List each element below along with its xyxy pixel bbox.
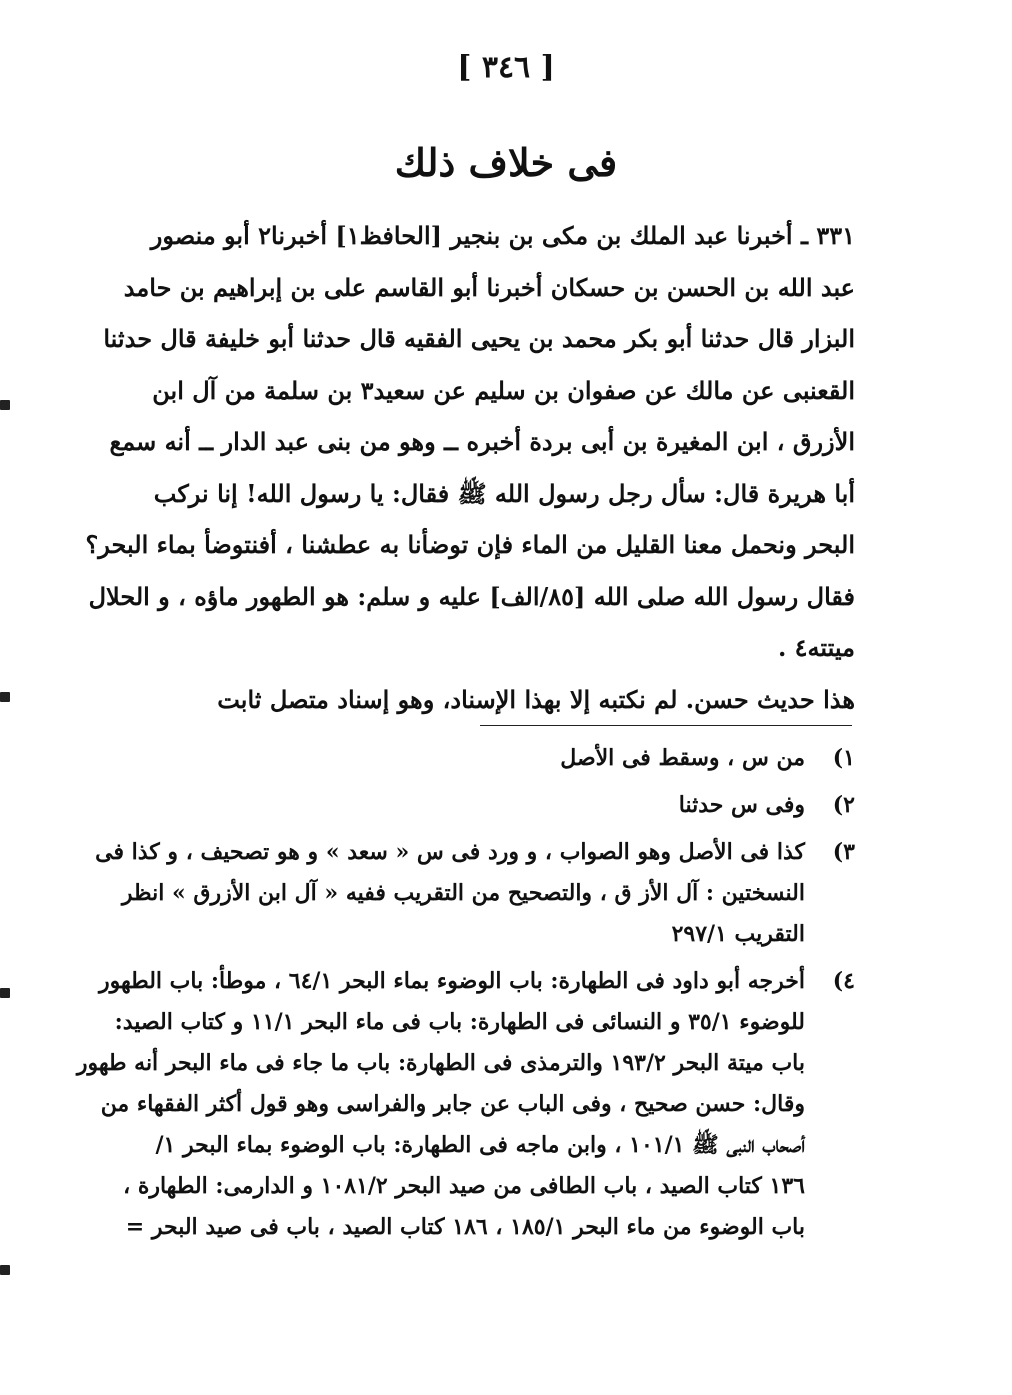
footnote-2 [120, 785, 855, 826]
footnote-line: وفى س حدثنا [678, 792, 805, 818]
footnote-line: للوضوء ٣٥/١ و النسائى فى الطهارة: باب فى ماء البحر ١١/١ و كتاب الصيد: [114, 1009, 805, 1035]
footnote-number: ٢) [832, 792, 855, 818]
footnote-3 [95, 832, 855, 955]
footnote-line: باب الوضوء من ماء البحر ١٨٥/١ ، ١٨٦ كتاب الصيد ، باب فى صيد البحر = [125, 1214, 805, 1240]
hadith-text [85, 210, 855, 725]
hadith-line: البزار قال حدثنا أبو بكر محمد بن يحيى الفقيه قال حدثنا أبو خليفة قال حدثنا [103, 324, 855, 353]
hadith-line: القعنبى عن مالك عن صفوان بن سليم عن سعيد٣ بن سلمة من آل ابن [152, 375, 855, 405]
footnote-line: باب ميتة البحر ١٩٣/٢ والترمذى فى الطهارة: باب ما جاء فى ماء البحر أنه طهور [76, 1050, 805, 1076]
footnotes [76, 738, 855, 1254]
hadith-paragraph [85, 210, 855, 674]
hadith-line: أبا هريرة قال: سأل رجل رسول الله ﷺ فقال: يا رسول الله! إنا نركب [153, 478, 855, 508]
hadith-line: ٣٣١ ـ أخبرنا عبد الملك بن مكى بن بنجير [الحافظ١] أخبرنا٢ أبو منصور [150, 221, 855, 250]
footnote-line: كذا فى الأصل وهو الصواب ، و ورد فى س « سعد » و هو تصحيف ، و كذا فى [95, 839, 805, 865]
hadith-line: ميتته٤ . [777, 633, 855, 662]
scan-edge-mark [0, 400, 10, 410]
section-title: فى خلاف ذلك [394, 140, 618, 185]
scan-edge-mark [0, 1265, 10, 1275]
footnote-line: من س ، وسقط فى الأصل [560, 745, 805, 771]
footnote-line: أخرجه أبو داود فى الطهارة: باب الوضوء بماء البحر ٦٤/١ ، موطأ: باب الطهور [99, 968, 805, 994]
footnote-line: النسختين : آل الأز ق ، والتصحيح من التقريب ففيه « آل ابن الأزرق » انظر [121, 880, 805, 906]
footnote-line: ١٣٦ كتاب الصيد ، باب الطافى من صيد البحر ١٠٨١/٢ و الدارمى: الطهارة ، [123, 1173, 805, 1199]
footnote-number: ٤) [832, 968, 855, 994]
footnote-number: ٣) [832, 839, 855, 865]
footnote-4 [76, 961, 855, 1248]
scan-edge-mark [0, 692, 10, 702]
hadith-line: البحر ونحمل معنا القليل من الماء فإن توضأنا به عطشنا ، أفنتوضأ بماء البحر؟ [85, 530, 855, 559]
footnote-line: التقريب ٢٩٧/١ [671, 921, 805, 947]
hadith-line: الأزرق ، ابن المغيرة بن أبى بردة أخبره ــ وهو من بنى عبد الدار ــ أنه سمع [109, 427, 855, 456]
footnote-1 [120, 738, 855, 779]
footnote-separator [480, 725, 852, 726]
hadith-remark: هذا حديث حسن. لم نكتبه إلا بهذا الإسناد، وهو إسناد متصل ثابت [217, 684, 855, 714]
scan-edge-mark [0, 988, 10, 998]
page-number: [ ٣٤٦ ] [457, 50, 555, 85]
hadith-line: فقال رسول الله صلى الله [٨٥/الف] عليه و سلم: هو الطهور ماؤه ، و الحلال [88, 581, 855, 611]
footnote-number: ١) [832, 745, 855, 771]
footnote-line: أصحاب النبى ﷺ ١٠١/١ ، وابن ماجه فى الطهارة: باب الوضوء بماء البحر ١/ [155, 1132, 805, 1158]
hadith-line: عبد الله بن الحسن بن حسكان أخبرنا أبو القاسم على بن إبراهيم بن حامد [123, 272, 855, 302]
footnote-line: وقال: حسن صحيح ، وفى الباب عن جابر والفراسى وهو قول أكثر الفقهاء من [100, 1091, 805, 1117]
